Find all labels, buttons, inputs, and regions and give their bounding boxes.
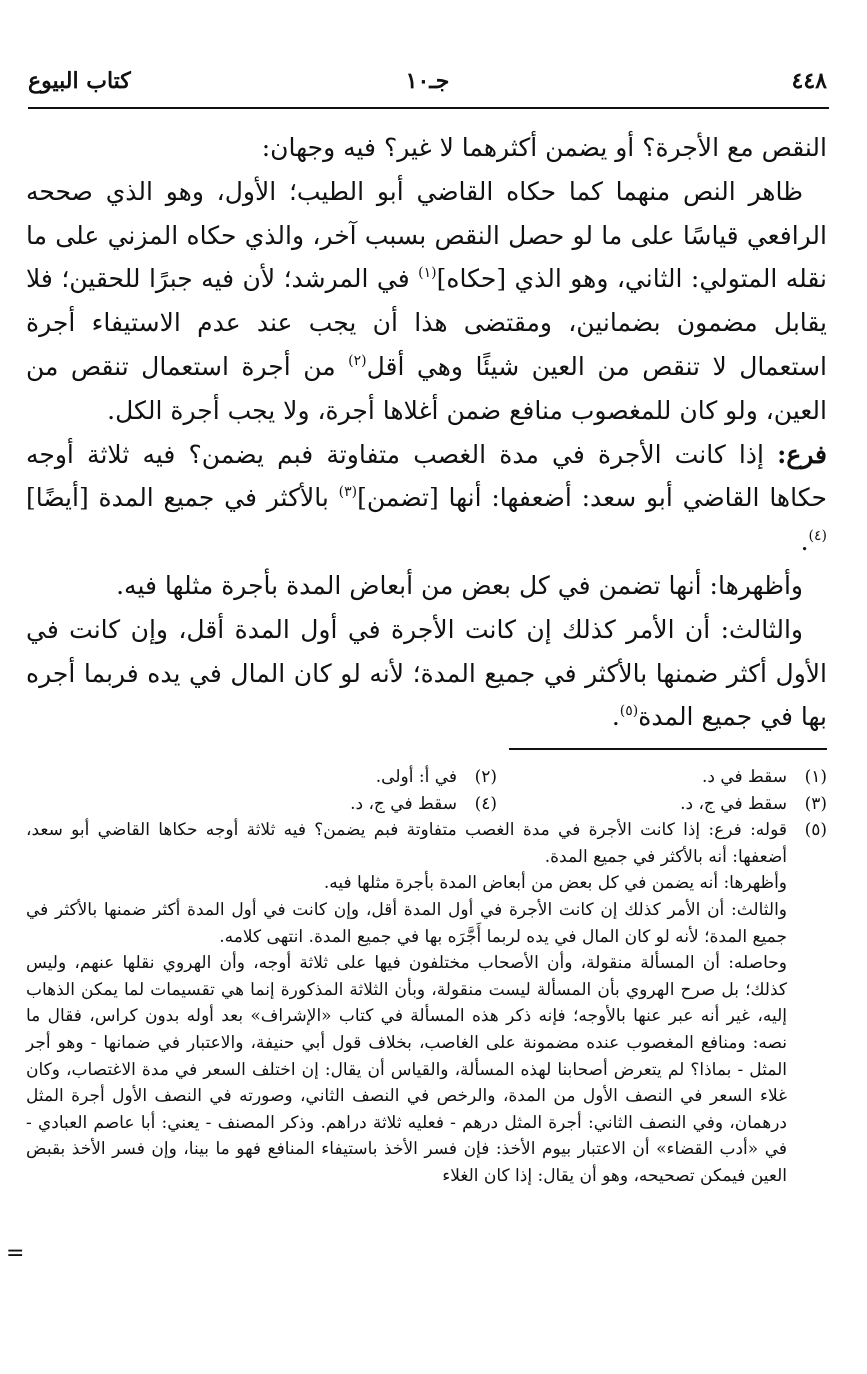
footnote-ref-4: (٤) bbox=[808, 528, 827, 545]
footnote-1-text: سقط في د. bbox=[701, 767, 787, 787]
footnote-5-paragraph-3: والثالث: أن الأمر كذلك إن كانت الأجرة في أول المدة أقل، وإن كانت في أول المدة أكثر ضمنها بالأكثر في جميع المدة؛ لأنه لو كان المال في يده لربما أَجَّرَه بها في جميع المدة. انتهى كلامه. bbox=[26, 899, 787, 947]
footnote-2 bbox=[376, 764, 497, 791]
paragraph-5-part-b: . bbox=[611, 702, 620, 732]
book-title: كتاب البيوع bbox=[28, 68, 131, 94]
footnote-2-text: في أ: أولى. bbox=[375, 767, 457, 787]
footnote-5-number: (٥) bbox=[804, 820, 827, 841]
footnote-5 bbox=[26, 817, 827, 1189]
page-header bbox=[28, 68, 827, 102]
paragraph-5 bbox=[26, 608, 827, 739]
footnote-row bbox=[26, 764, 827, 791]
footnote-4 bbox=[350, 791, 497, 818]
footnote-5-paragraph-2: وأظهرها: أنه يضمن في كل بعض من أبعاض المدة بأجرة مثلها فيه. bbox=[323, 873, 787, 894]
footnote-divider bbox=[509, 748, 827, 750]
paragraph-1: النقص مع الأجرة؟ أو يضمن أكثرهما لا غير؟ فيه وجهان: bbox=[261, 133, 827, 162]
header-divider bbox=[28, 107, 829, 109]
paragraph-2-part-b: في المرشد؛ لأن فيه جبرًا للحقين؛ فلا يقابل مضمون بضمانين، ومقتضى هذا أن يجب عند عدم الاستيفاء أجرة استعمال لا تنقص من العين شيئًا وهي أقل bbox=[26, 264, 827, 381]
footnote-5-paragraph-4: وحاصله: أن المسألة منقولة، وأن الأصحاب مختلفون فيها على ثلاثة أوجه، وأن الهروي نقلها عنهم، وليس كذلك؛ بل صرح الهروي بأن المسألة ليست منقولة، وبأن الثلاثة المذكورة إنما هي تقسيمات لما يمكن الذهاب إليه، غير أنه عبر عنها بالأوجه؛ فإنه ذكر هذه المسألة في كتاب «الإشراف» بعد أوله بدون كراس، فقال ما نصه: ومنافع المغصوب عنده مضمونة على الغاصب، بخلاف قول أبي حنيفة، والاعتبار في ضمانها - وهو أجر المثل - بماذا؟ لم يتعرض أصحابنا لهذه المسألة، والقياس أن يقال: إن اختلف السعر في مدة الاغتصاب، وكان غلاء السعر في النصف الأول من المدة، والرخص في النصف الثاني، وصورته في النصف الأول أجرة المثل درهمان، وفي النصف الثاني: أجرة المثل درهم - فعليه ثلاثة دراهم. وذكر المصنف - يعني: أبا عاصم العبادي - في «أدب القضاء» أن الاعتبار بيوم الأخذ: فإن فسر الأخذ باستيفاء المنافع فهو ما بينا، وإن فسر الأخذ بقبض العين فيمكن تصحيحه، وهو أن يقال: إذا كان الغلاء bbox=[26, 953, 787, 1186]
paragraph-3-part-c: . bbox=[800, 527, 809, 557]
footnote-3-text: سقط في ج، د. bbox=[680, 793, 787, 814]
footnote-ref-3: (٣) bbox=[338, 484, 358, 501]
page-number: ٤٤٨ bbox=[791, 68, 827, 94]
footnote-3 bbox=[680, 791, 827, 818]
volume-label: جـ١٠ bbox=[405, 68, 450, 94]
footnote-ref-5: (٥) bbox=[619, 703, 639, 720]
paragraph-3-part-b: بالأكثر في جميع المدة [أيضًا] bbox=[26, 483, 339, 513]
main-text bbox=[26, 126, 827, 739]
paragraph-3-part-a: إذا كانت الأجرة في مدة الغصب متفاوتة فبم يضمن؟ فيه ثلاثة أوجه حكاها القاضي أبو سعد: أضعفها: أنها [تضمن] bbox=[26, 439, 827, 513]
paragraph-2-part-a: ظاهر النص منهما كما حكاه القاضي أبو الطيب؛ الأول، وهو الذي صححه الرافعي قياسًا على ما لو حصل النقص بسبب آخر، والذي حكاه المزني على ما نقله المتولي: الثاني، وهو الذي [حكاه] bbox=[26, 176, 827, 294]
footnote-1-number: (١) bbox=[804, 767, 827, 787]
footnote-ref-2: (٢) bbox=[348, 352, 367, 369]
paragraph-4: وأظهرها: أنها تضمن في كل بعض من أبعاض المدة بأجرة مثلها فيه. bbox=[116, 570, 803, 600]
footnote-2-number: (٢) bbox=[474, 767, 497, 787]
paragraph-2 bbox=[26, 170, 827, 433]
footnotes bbox=[26, 764, 827, 1190]
paragraph-2-part-c: من أجرة استعمال تنقص من العين، ولو كان للمغصوب منافع ضمن أغلاها أجرة، ولا يجب أجرة الكل. bbox=[26, 351, 827, 425]
footnote-ref-1: (١) bbox=[418, 265, 437, 282]
paragraph-5-part-a: والثالث: أن الأمر كذلك إن كانت الأجرة في أول المدة أقل، وإن كانت في الأول أكثر ضمنها بالأكثر في جميع المدة؛ لأنه لو كان المال في يده فربما أجره بها في جميع المدة bbox=[26, 614, 827, 732]
footnote-4-number: (٤) bbox=[474, 793, 497, 814]
paragraph-3 bbox=[26, 433, 827, 564]
branch-keyword: فرع: bbox=[777, 439, 827, 469]
footnote-4-text: سقط في ج، د. bbox=[350, 793, 457, 814]
footnote-3-number: (٣) bbox=[804, 793, 827, 814]
footnote-row bbox=[26, 791, 827, 818]
footnote-1 bbox=[702, 764, 827, 791]
footnote-5-paragraph-1: قوله: فرع: إذا كانت الأجرة في مدة الغصب متفاوتة فبم يضمن؟ فيه ثلاثة أوجه حكاها القاضي أبو سعد، أضعفها: أنه بالأكثر في جميع المدة. bbox=[26, 820, 787, 867]
continuation-mark: = bbox=[6, 1241, 25, 1266]
